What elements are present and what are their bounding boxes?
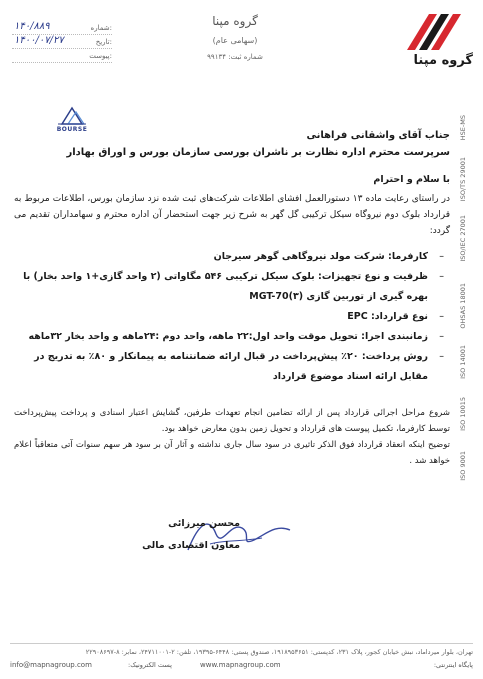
letter-date-value: ۱۴۰۰/۰۷/۲۷ <box>14 35 64 46</box>
footer-email-label: پست الکترونیک: <box>128 661 172 669</box>
cert-iso-9001: ISO 9001 <box>459 451 467 481</box>
cert-iso-ts-29001: ISO/TS 29001 <box>459 157 467 202</box>
addressee: جناب آقای واشقانی فراهانی <box>306 130 450 141</box>
paragraph-execution: شروع مراحل اجرائی قرارداد پس از ارائه تضامین انجام تعهدات طرفین، گشایش اعتبار اسنادی و پرداخت پیش‌پرداخت توسط کارفرما، تکمیل پیوست های قرارداد و تحویل زمین بدون معارض خواهد بود. <box>14 408 450 434</box>
cert-iso-10015: ISO 10015 <box>459 397 467 431</box>
bourse-icon <box>50 104 94 126</box>
letter-attachment-row <box>12 52 112 63</box>
mapna-logo <box>377 10 477 70</box>
cert-iso-iec-27001: ISO/IEC 27001 <box>459 215 467 262</box>
footer-email[interactable]: info@mapnagroup.com <box>10 661 92 669</box>
greeting: با سلام و احترام <box>373 174 450 185</box>
list-item: – روش پرداخت: ۲۰٪ پیش‌پرداخت در قبال ارائه ضمانتنامه به پیمانکار و ۸۰٪ به تدریج در مقابل ارائه اسناد موضوع قرارداد <box>34 351 444 382</box>
letter-date-label: تاریخ: <box>95 38 112 46</box>
letter-number-row <box>12 21 112 35</box>
cert-hse-ms: HSE-MS <box>459 115 467 141</box>
paragraph-profit-note: توضیح اینکه انعقاد قرارداد فوق الذکر تاثیری در سود سال جاری نداشته و آثار آن بر سود هر سهم سنوات آتی متعاقباً اعلام خواهد شد . <box>14 440 450 466</box>
letterhead <box>0 0 483 80</box>
footer-address: تهران، بلوار میرداماد، نبش خیابان کجور، پلاک ۲۳۱، کدپستی: ۱۹۱۸۹۵۳۶۵۱، صندوق پستی: ۶۴۴۸-۱۹۳۹۵، تلفن: ۲-۲۴۷۱۱۰۰۱، نمابر: ۸-۲۲۹۰۸۶۹۷ <box>85 648 473 656</box>
letter-number-label: شماره: <box>90 24 112 32</box>
letter-body <box>14 130 450 469</box>
item-payment: روش پرداخت: ۲۰٪ پیش‌پرداخت در قبال ارائه ضمانتنامه به پیمانکار و ۸۰٪ به تدریج در مقابل ارائه اسناد موضوع قرارداد <box>34 351 428 382</box>
letter-attachment-label: پیوست: <box>89 52 112 60</box>
closing-paragraphs <box>14 405 450 469</box>
list-item: – زمانبندی اجرا: تحویل موقت واحد اول:۲۲ ماهه، واحد دوم :۲۴ماهه و واحد بخار ۳۲ماهه <box>28 331 444 342</box>
list-item: – ظرفیت و نوع تجهیزات: بلوک سیکل ترکیبی ۵۴۶ مگاواتی (۲ واحد گازی+۱ واحد بخار) با بهره گیری از توربین گازی (۳)MGT-70 <box>23 271 444 302</box>
letter-number-value: ۱۴۰/۸۸۹ <box>14 21 50 32</box>
item-employer: کارفرما: شرکت مولد نیروگاهی گوهر سیرجان <box>213 251 428 262</box>
signer-title: معاون اقتصادی مالی <box>142 540 240 551</box>
cert-ohsas-18001: OHSAS 18001 <box>459 283 467 329</box>
footer-divider <box>10 643 473 644</box>
letter-meta <box>12 21 112 66</box>
signer-name: محسن میرزائی <box>168 518 240 529</box>
item-schedule: زمانبندی اجرا: تحویل موقت واحد اول:۲۲ ماهه، واحد دوم :۲۴ماهه و واحد بخار ۳۲ماهه <box>28 331 428 342</box>
cert-iso-14001: ISO 14001 <box>459 345 467 379</box>
list-item: – کارفرما: شرکت مولد نیروگاهی گوهر سیرجان <box>213 251 444 262</box>
mapna-logo-icon <box>377 10 477 54</box>
certification-bar <box>459 115 473 525</box>
intro-paragraph: در راستای رعایت ماده ۱۳ دستورالعمل افشای اطلاعات شرکت‌های ثبت شده نزد سازمان بورس، اطلاعات مربوط به قرارداد بلوک دوم نیروگاه سیکل ترکیبی گل گهر به شرح زیر جهت استحضار آن اداره محترم و سهامداران تقدیم می گردد: <box>14 194 451 236</box>
addressee-title: سرپرست محترم اداره نظارت بر ناشران بورسی سازمان بورس و اوراق بهادار <box>66 147 450 158</box>
company-name: گروه مپنا <box>212 14 258 28</box>
list-item: – نوع قرارداد: EPC <box>347 311 444 322</box>
logo-text: گروه مپنا <box>413 53 473 68</box>
item-contract-type: نوع قرارداد: EPC <box>347 311 428 322</box>
company-info <box>180 14 290 61</box>
item-capacity: ظرفیت و نوع تجهیزات: بلوک سیکل ترکیبی ۵۴۶ مگاواتی (۲ واحد گازی+۱ واحد بخار) با بهره گیری از توربین گازی (۳)MGT-70 <box>23 271 428 302</box>
company-type: (سهامی عام) <box>212 36 258 45</box>
registration-number: شماره ثبت: ۹۹۱۳۴ <box>207 53 263 61</box>
footer-website-label: پایگاه اینترنتی: <box>433 661 473 669</box>
contract-details-list <box>14 247 450 387</box>
letter-date-row <box>12 35 112 49</box>
bourse-label: BOURSE <box>56 126 88 133</box>
footer-website[interactable]: www.mapnagroup.com <box>200 661 281 669</box>
